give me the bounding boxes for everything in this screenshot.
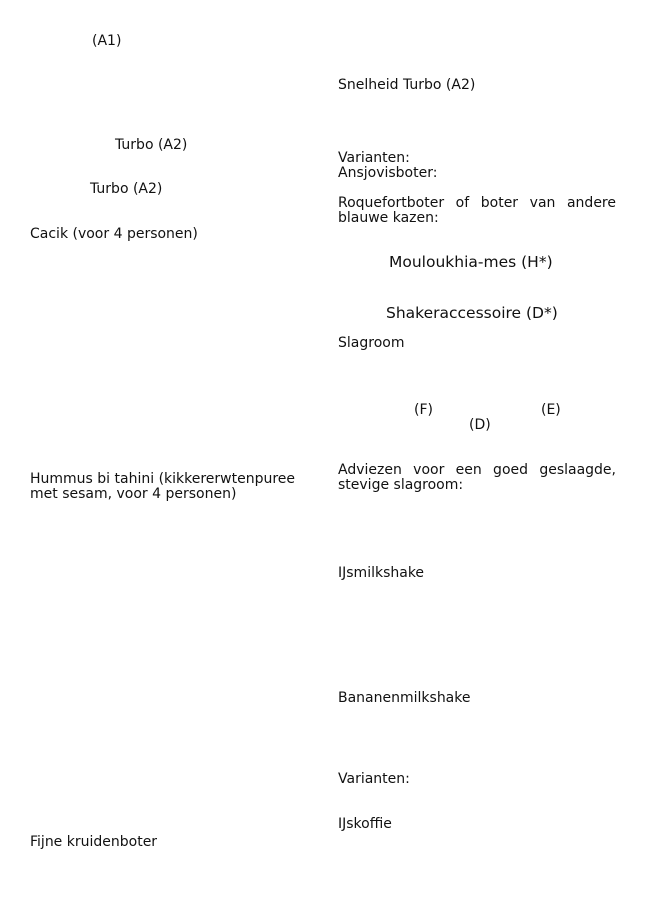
turbo-label: Turbo (A2) (115, 137, 188, 153)
reference-f: (F) (414, 402, 433, 418)
cacik-heading: Cacik (voor 4 personen) (30, 226, 198, 242)
roquefort-line1: Roquefortboter of boter van andere (338, 195, 616, 211)
herb-butter-heading: Fijne kruidenboter (30, 834, 158, 850)
hummus-heading-line1: Hummus bi tahini (kikkererwtenpuree (30, 471, 296, 487)
variants-heading: Varianten: (338, 771, 410, 787)
whipped-cream-heading: Slagroom (338, 335, 405, 351)
roquefort-line2: blauwe kazen: (338, 210, 439, 226)
banana-milkshake-heading: Bananenmilkshake (338, 690, 471, 706)
advice-line2: stevige slagroom: (338, 477, 464, 493)
iced-coffee-heading: IJskoffie (338, 816, 392, 832)
turbo-label: Turbo (A2) (90, 181, 163, 197)
anchovy-butter-label: Ansjovisboter: (338, 165, 438, 181)
speed-turbo-label: Snelheid Turbo (A2) (338, 77, 476, 93)
ice-milkshake-heading: IJsmilkshake (338, 565, 425, 581)
reference-a1: (A1) (92, 33, 122, 49)
reference-e: (E) (541, 402, 561, 418)
mouloukhia-knife-heading: Mouloukhia-mes (H*) (389, 253, 553, 271)
advice-line1: Adviezen voor een goed geslaagde, (338, 462, 616, 478)
shaker-accessory-heading: Shakeraccessoire (D*) (386, 304, 558, 322)
reference-d: (D) (469, 417, 491, 433)
variants-heading: Varianten: (338, 150, 410, 166)
hummus-heading-line2: met sesam, voor 4 personen) (30, 486, 237, 502)
